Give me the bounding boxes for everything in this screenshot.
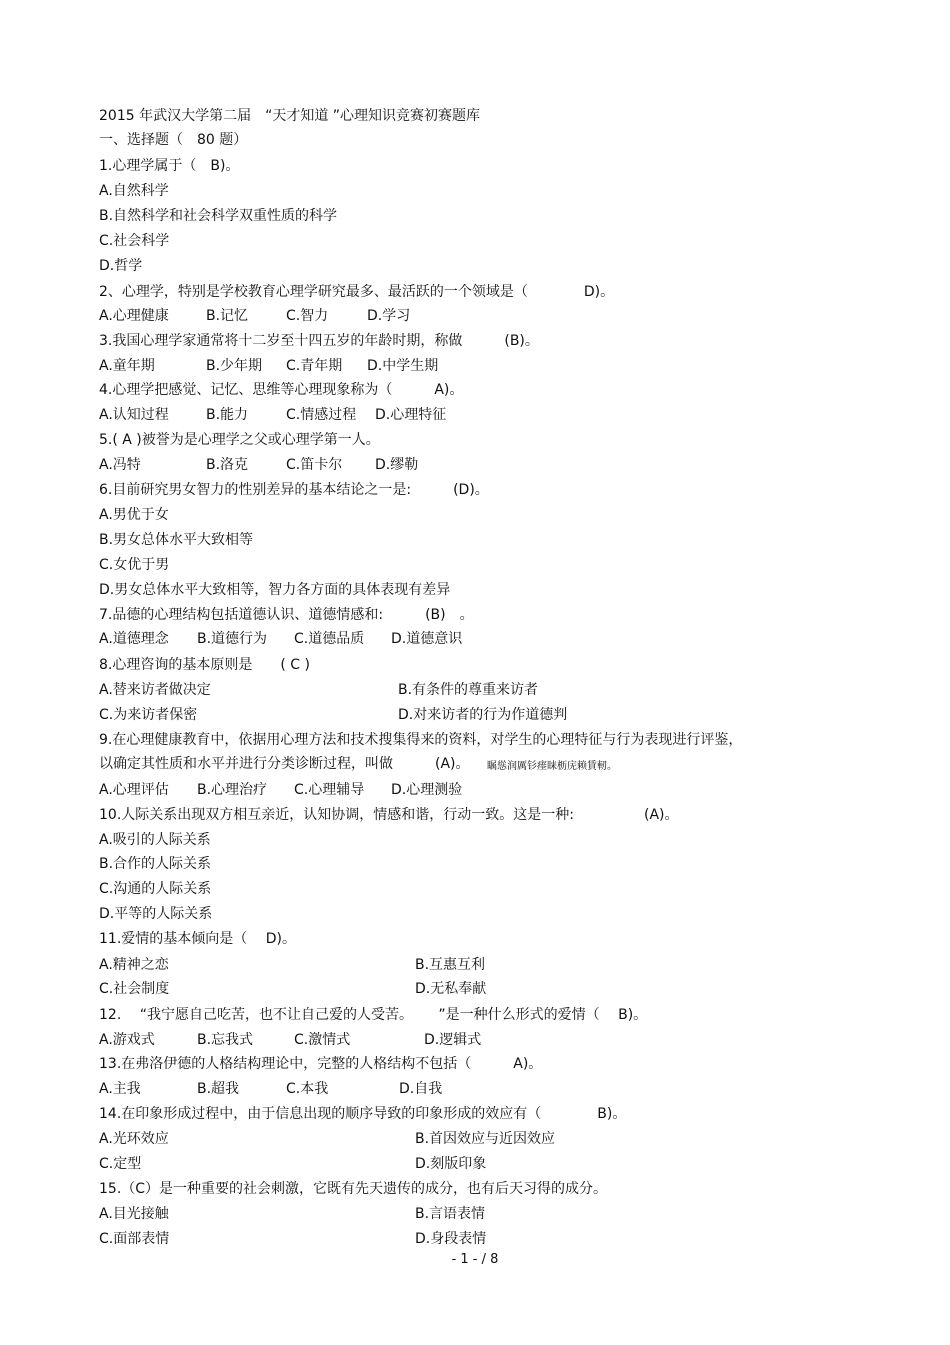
option-13b: B.超我 xyxy=(197,1081,240,1097)
option-15d: D.身段表情 xyxy=(415,1231,487,1247)
question-2: 2、心理学，特别是学校教育心理学研究最多、最活跃的一个领域是（ D)。 xyxy=(99,284,615,300)
option-13a: A.主我 xyxy=(99,1081,141,1097)
option-6a: A.男优于女 xyxy=(99,507,169,523)
option-2a: A.心理健康 xyxy=(99,308,169,324)
option-11d: D.无私奉献 xyxy=(415,981,487,997)
question-5: 5.( A )被誉为是心理学之父或心理学第一人。 xyxy=(99,432,380,448)
option-6c: C.女优于男 xyxy=(99,557,170,573)
option-1b: B.自然科学和社会科学双重性质的科学 xyxy=(99,208,338,224)
question-9-line-1: 9.在心理健康教育中，依据用心理方法和技术搜集得来的资料，对学生的心理特征与行为表现进行评鉴， xyxy=(99,732,743,748)
option-5a: A.冯特 xyxy=(99,457,141,473)
option-5d: D.缪勒 xyxy=(375,457,419,473)
question-4: 4.心理学把感觉、记忆、思维等心理现象称为（ A)。 xyxy=(99,382,464,398)
option-9c: C.心理辅导 xyxy=(294,782,365,798)
option-1a: A.自然科学 xyxy=(99,183,169,199)
option-11b: B.互惠互利 xyxy=(415,957,486,973)
watermark-noise: 瞩慫润厲钐瘗睐枥庑赖賃軔。 xyxy=(487,761,617,772)
option-8d: D.对来访者的行为作道德判 xyxy=(398,707,568,723)
question-13: 13.在弗洛伊德的人格结构理论中，完整的人格结构不包括（ A)。 xyxy=(99,1056,543,1072)
option-14b: B.首因效应与近因效应 xyxy=(415,1131,556,1147)
option-14a: A.光环效应 xyxy=(99,1131,169,1147)
option-12c: C.激情式 xyxy=(294,1032,351,1048)
option-13c: C.本我 xyxy=(286,1081,329,1097)
option-12a: A.游戏式 xyxy=(99,1032,155,1048)
question-14: 14.在印象形成过程中，由于信息出现的顺序导致的印象形成的效应有（ B)。 xyxy=(99,1106,627,1122)
option-15a: A.目光接触 xyxy=(99,1206,169,1222)
option-7b: B.道德行为 xyxy=(197,631,268,647)
option-7a: A.道德理念 xyxy=(99,631,169,647)
option-3c: C.青年期 xyxy=(286,358,343,374)
page-number: - 1 - / 8 xyxy=(451,1252,499,1267)
option-5c: C.笛卡尔 xyxy=(286,457,343,473)
option-4a: A.认知过程 xyxy=(99,407,169,423)
option-10b: B.合作的人际关系 xyxy=(99,856,212,872)
option-14c: C.定型 xyxy=(99,1156,142,1172)
question-10: 10.人际关系出现双方相互亲近，认知协调，情感和谐，行动一致。这是一种: (A)。 xyxy=(99,807,679,823)
question-8: 8.心理咨询的基本原则是 ( C ) xyxy=(99,657,310,673)
option-4b: B.能力 xyxy=(206,407,249,423)
section-heading: 一、选择题（ 80 题） xyxy=(99,132,248,148)
option-3d: D.中学生期 xyxy=(367,358,439,374)
option-1d: D.哲学 xyxy=(99,258,143,274)
option-13d: D.自我 xyxy=(399,1081,443,1097)
option-15c: C.面部表情 xyxy=(99,1231,170,1247)
question-15: 15.（C）是一种重要的社会刺激，它既有先天遗传的成分，也有后天习得的成分。 xyxy=(99,1181,608,1197)
question-9-line-2: 以确定其性质和水平并进行分类诊断过程，叫做 (A)。 xyxy=(99,756,470,772)
option-11a: A.精神之恋 xyxy=(99,957,169,973)
option-4c: C.情感过程 xyxy=(286,407,357,423)
option-9d: D.心理测验 xyxy=(391,782,463,798)
option-6d: D.男女总体水平大致相等，智力各方面的具体表现有差异 xyxy=(99,582,451,598)
question-3: 3.我国心理学家通常将十二岁至十四五岁的年龄时期，称做 (B)。 xyxy=(99,333,539,349)
option-11c: C.社会制度 xyxy=(99,981,170,997)
option-10c: C.沟通的人际关系 xyxy=(99,881,212,897)
option-2c: C.智力 xyxy=(286,308,329,324)
option-7d: D.道德意识 xyxy=(391,631,463,647)
option-3a: A.童年期 xyxy=(99,358,155,374)
option-1c: C.社会科学 xyxy=(99,233,170,249)
option-8a: A.替来访者做决定 xyxy=(99,682,211,698)
option-14d: D.刻版印象 xyxy=(415,1156,487,1172)
question-12: 12. “我宁愿自己吃苦，也不让自己爱的人受苦。 ”是一种什么形式的爱情（ B)。 xyxy=(99,1007,648,1023)
question-1: 1.心理学属于（ B)。 xyxy=(99,158,240,174)
option-8b: B.有条件的尊重来访者 xyxy=(398,682,539,698)
option-12d: D.逻辑式 xyxy=(424,1032,482,1048)
question-6: 6.目前研究男女智力的性别差异的基本结论之一是: (D)。 xyxy=(99,482,489,498)
option-5b: B.洛克 xyxy=(206,457,249,473)
question-7: 7.品德的心理结构包括道德认识、道德情感和: (B) 。 xyxy=(99,607,474,623)
option-12b: B.忘我式 xyxy=(197,1032,254,1048)
option-4d: D.心理特征 xyxy=(375,407,447,423)
option-15b: B.言语表情 xyxy=(415,1206,486,1222)
option-2d: D.学习 xyxy=(367,308,411,324)
question-11: 11.爱情的基本倾向是（ D)。 xyxy=(99,931,296,947)
option-10d: D.平等的人际关系 xyxy=(99,906,213,922)
document-title: 2015 年武汉大学第二届 “天才知道 ”心理知识竞赛初赛题库 xyxy=(99,108,481,124)
option-8c: C.为来访者保密 xyxy=(99,707,198,723)
option-2b: B.记忆 xyxy=(206,308,249,324)
option-9a: A.心理评估 xyxy=(99,782,169,798)
option-6b: B.男女总体水平大致相等 xyxy=(99,532,254,548)
option-7c: C.道德品质 xyxy=(294,631,365,647)
option-3b: B.少年期 xyxy=(206,358,263,374)
option-9b: B.心理治疗 xyxy=(197,782,268,798)
option-10a: A.吸引的人际关系 xyxy=(99,832,211,848)
